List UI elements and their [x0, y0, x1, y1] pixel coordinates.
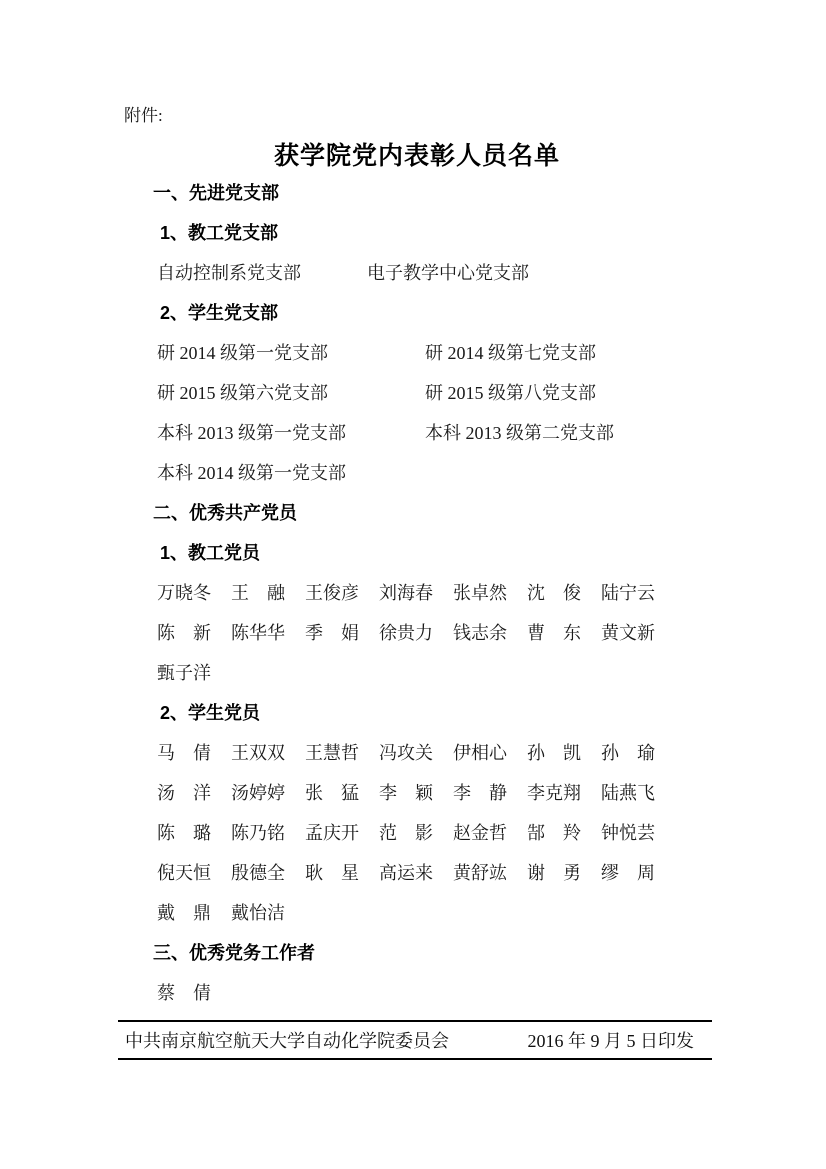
person-name: 孟庆开 — [305, 823, 359, 843]
person-name: 耿 星 — [305, 863, 359, 883]
page-title: 获学院党内表彰人员名单 — [273, 142, 560, 170]
student-member-row — [124, 812, 710, 852]
person-name: 谢 勇 — [527, 863, 581, 883]
issuance-footer-row — [118, 1022, 712, 1058]
person-name: 陈华华 — [231, 623, 285, 643]
person-name: 赵金哲 — [453, 823, 507, 843]
faculty-branch-row — [124, 252, 710, 292]
person-name: 马 倩 — [157, 743, 211, 763]
person-name: 沈 俊 — [527, 583, 581, 603]
person-name: 汤 洋 — [157, 783, 211, 803]
branch-name: 研 2015 级第八党支部 — [425, 383, 596, 403]
person-name: 钱志余 — [453, 623, 507, 643]
person-name: 王慧哲 — [305, 743, 359, 763]
student-member-row — [124, 852, 710, 892]
heading-advanced-branches: 一、先进党支部 — [153, 183, 279, 203]
person-name: 刘海春 — [379, 583, 433, 603]
student-member-row — [124, 732, 710, 772]
heading-outstanding-members: 二、优秀共产党员 — [153, 503, 297, 523]
person-name: 李克翔 — [527, 783, 581, 803]
heading-student-branches: 2、学生党支部 — [160, 303, 279, 323]
person-name: 季 娟 — [305, 623, 359, 643]
party-worker-row — [124, 972, 710, 1012]
person-name: 高运来 — [379, 863, 433, 883]
person-name: 张 猛 — [305, 783, 359, 803]
student-branch-row — [124, 412, 710, 452]
person-name: 曹 东 — [527, 623, 581, 643]
document-body — [124, 172, 710, 1012]
person-name: 冯攻关 — [379, 743, 433, 763]
branch-name: 研 2015 级第六党支部 — [157, 383, 328, 403]
person-name: 孙 凯 — [527, 743, 581, 763]
student-member-row — [124, 892, 710, 932]
branch-name: 研 2014 级第七党支部 — [425, 343, 596, 363]
person-name: 王 融 — [231, 583, 285, 603]
person-name: 王俊彦 — [305, 583, 359, 603]
person-name: 蔡 倩 — [157, 983, 211, 1003]
person-name: 钟悦芸 — [601, 823, 655, 843]
person-name: 李 颖 — [379, 783, 433, 803]
issue-date: 2016 年 9 月 5 日印发 — [527, 1031, 694, 1051]
branch-name: 本科 2013 级第二党支部 — [425, 423, 614, 443]
person-name: 孙 瑜 — [601, 743, 655, 763]
branch-name: 本科 2014 级第一党支部 — [157, 463, 346, 483]
person-name: 缪 周 — [601, 863, 655, 883]
person-name: 甄子洋 — [157, 663, 211, 683]
heading-student-members: 2、学生党员 — [160, 703, 261, 723]
faculty-member-row — [124, 572, 710, 612]
person-name: 陈乃铭 — [231, 823, 285, 843]
person-name: 戴怡洁 — [231, 903, 285, 923]
issuance-footer — [118, 1020, 712, 1060]
branch-name: 自动控制系党支部 — [157, 263, 301, 283]
person-name: 万晓冬 — [157, 583, 211, 603]
branch-name: 本科 2013 级第一党支部 — [157, 423, 346, 443]
issuer-name: 中共南京航空航天大学自动化学院委员会 — [125, 1031, 449, 1051]
heading-outstanding-workers: 三、优秀党务工作者 — [153, 943, 315, 963]
person-name: 汤婷婷 — [231, 783, 285, 803]
student-member-row — [124, 772, 710, 812]
person-name: 陈 新 — [157, 623, 211, 643]
person-name: 伊相心 — [453, 743, 507, 763]
person-name: 陆宁云 — [601, 583, 655, 603]
branch-name: 研 2014 级第一党支部 — [157, 343, 328, 363]
student-branch-row — [124, 372, 710, 412]
heading-faculty-branches: 1、教工党支部 — [160, 223, 279, 243]
person-name: 陈 璐 — [157, 823, 211, 843]
person-name: 王双双 — [231, 743, 285, 763]
person-name: 李 静 — [453, 783, 507, 803]
branch-name: 电子教学中心党支部 — [367, 263, 529, 283]
person-name: 郜 羚 — [527, 823, 581, 843]
student-branch-row — [124, 452, 710, 492]
faculty-member-row — [124, 652, 710, 692]
person-name: 黄舒竑 — [453, 863, 507, 883]
person-name: 殷德全 — [231, 863, 285, 883]
faculty-member-row — [124, 612, 710, 652]
heading-faculty-members: 1、教工党员 — [160, 543, 261, 563]
student-branch-row — [124, 332, 710, 372]
person-name: 陆燕飞 — [601, 783, 655, 803]
person-name: 戴 鼎 — [157, 903, 211, 923]
person-name: 张卓然 — [453, 583, 507, 603]
person-name: 徐贵力 — [379, 623, 433, 643]
attachment-label: 附件: — [124, 106, 163, 125]
person-name: 倪天恒 — [157, 863, 211, 883]
person-name: 黄文新 — [601, 623, 655, 643]
person-name: 范 影 — [379, 823, 433, 843]
